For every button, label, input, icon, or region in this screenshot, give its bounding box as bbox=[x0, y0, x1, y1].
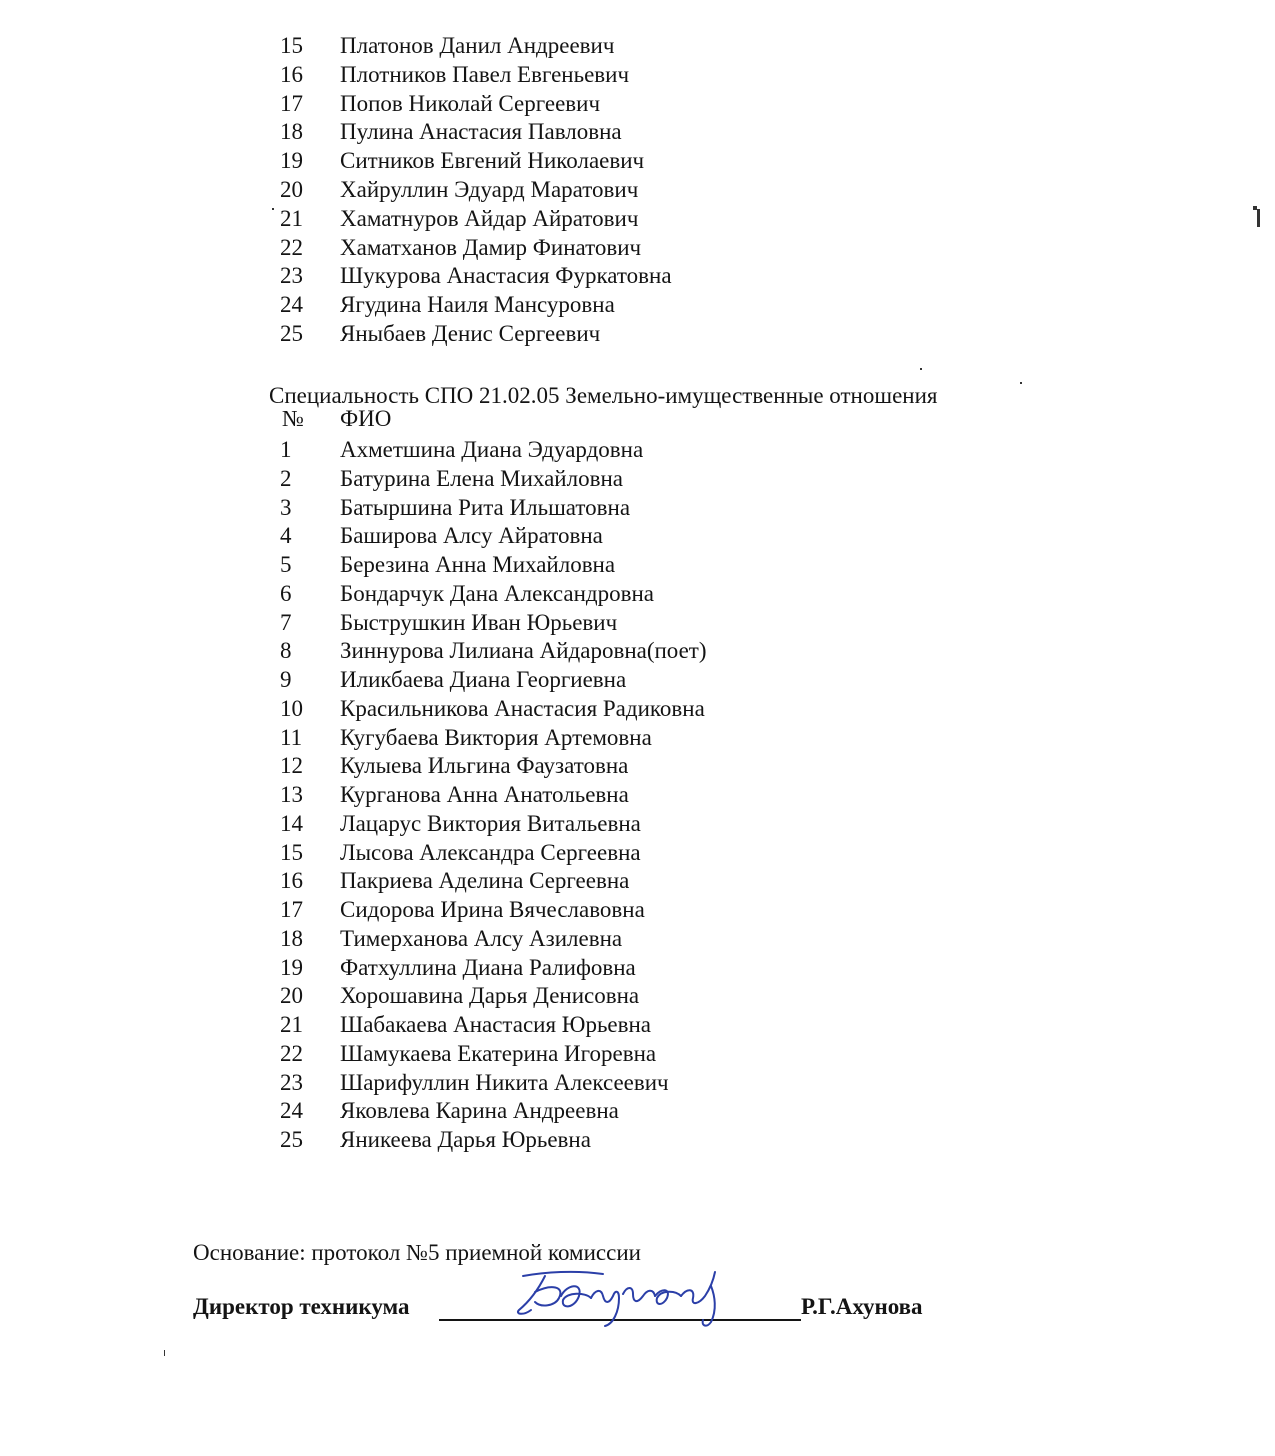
list-item-number: 6 bbox=[280, 580, 292, 606]
list-item-number: 20 bbox=[280, 983, 303, 1009]
scan-speck bbox=[920, 368, 922, 370]
basis-note: Основание: протокол №5 приемной комиссии bbox=[193, 1240, 641, 1265]
list-item-number: 24 bbox=[280, 1098, 303, 1124]
list-item-name: Ягудина Наиля Мансуровна bbox=[340, 292, 615, 318]
list-item-number: 23 bbox=[280, 1069, 303, 1095]
list-item-name: Курганова Анна Анатольевна bbox=[340, 782, 629, 807]
list-item-number: 25 bbox=[280, 1127, 303, 1152]
scan-speck bbox=[1257, 209, 1260, 227]
list-item-number: 16 bbox=[280, 61, 303, 87]
list-item-name: Березина Анна Михайловна bbox=[340, 552, 616, 577]
list-item-number: 19 bbox=[280, 148, 303, 174]
list-item-name: Зиннурова Лилиана Айдаровна(поет) bbox=[340, 638, 707, 664]
list-item-number: 25 bbox=[280, 321, 303, 346]
list-item-name: Иликбаева Диана Георгиевна bbox=[340, 667, 627, 692]
list-item-name: Платонов Данил Андреевич bbox=[340, 33, 615, 58]
list-item-name: Тимерханова Алсу Азилевна bbox=[340, 925, 623, 951]
list-item-name: Хаматнуров Айдар Айратович bbox=[340, 205, 639, 231]
list-item-number: 18 bbox=[280, 119, 303, 145]
list-item-name: Ахметшина Диана Эдуардовна bbox=[340, 437, 644, 462]
list-item-name: Плотников Павел Евгеньевич bbox=[340, 61, 630, 87]
list-item-number: 11 bbox=[280, 724, 303, 750]
list-item-name: Сидорова Ирина Вячеславовна bbox=[340, 897, 645, 922]
list-item-number: 24 bbox=[280, 292, 303, 318]
list-item-name: Кулыева Ильгина Фаузатовна bbox=[340, 753, 629, 779]
list-item-number: 18 bbox=[280, 925, 303, 951]
list-item-name: Яныбаев Денис Сергеевич bbox=[340, 321, 601, 346]
list-item-name: Шабакаева Анастасия Юрьевна bbox=[340, 1012, 652, 1037]
list-item-number: 5 bbox=[280, 552, 292, 577]
list-item-name: Яковлева Карина Андреевна bbox=[340, 1098, 619, 1124]
list-item-name: Хорошавина Дарья Денисовна bbox=[340, 983, 640, 1009]
list-item-name: Бондарчук Дана Александровна bbox=[340, 580, 654, 606]
list-item-number: 9 bbox=[280, 667, 292, 692]
scan-speck bbox=[1020, 382, 1022, 384]
list-item-number: 23 bbox=[280, 263, 303, 289]
list-item-number: 17 bbox=[280, 897, 303, 922]
director-name: Р.Г.Ахунова bbox=[801, 1294, 923, 1319]
list-item-number: 13 bbox=[280, 782, 303, 807]
list-item-number: 10 bbox=[280, 695, 303, 721]
list-item-name: Пулина Анастасия Павловна bbox=[340, 119, 622, 145]
list-item-name: Шукурова Анастасия Фуркатовна bbox=[340, 263, 672, 289]
list-item-number: 8 bbox=[280, 638, 292, 664]
list-item-name: Пакриева Аделина Сергеевна bbox=[340, 868, 630, 894]
list-item-number: 22 bbox=[280, 1040, 303, 1066]
list-item-name: Баширова Алсу Айратовна bbox=[340, 523, 603, 549]
list-item-number: 12 bbox=[280, 753, 303, 779]
column-header-number: № bbox=[282, 406, 304, 431]
scan-speck bbox=[272, 208, 274, 210]
list-item-name: Хаматханов Дамир Финатович bbox=[340, 234, 642, 260]
list-item-name: Красильникова Анастасия Радиковна bbox=[340, 695, 705, 721]
list-item-name: Хайруллин Эдуард Маратович bbox=[340, 177, 639, 202]
column-header-name: ФИО bbox=[340, 406, 392, 431]
list-item-number: 15 bbox=[280, 839, 303, 865]
list-item-name: Быструшкин Иван Юрьевич bbox=[340, 609, 618, 635]
list-item-number: 19 bbox=[280, 954, 303, 980]
director-label: Директор техникума bbox=[193, 1294, 410, 1319]
list-item-name: Батурина Елена Михайловна bbox=[340, 465, 623, 491]
list-item-number: 21 bbox=[280, 205, 303, 231]
list-item-name: Попов Николай Сергеевич bbox=[340, 90, 601, 116]
list-item-number: 16 bbox=[280, 868, 303, 894]
list-item-number: 15 bbox=[280, 33, 303, 58]
list-item-number: 3 bbox=[280, 494, 292, 520]
list-item-number: 1 bbox=[280, 437, 292, 462]
specialty-heading: Специальность СПО 21.02.05 Земельно-имущественные отношения bbox=[269, 383, 938, 408]
list-item-name: Фатхуллина Диана Ралифовна bbox=[340, 954, 636, 980]
list-item-name: Шарифуллин Никита Алексеевич bbox=[340, 1069, 669, 1095]
list-item-name: Лацарус Виктория Витальевна bbox=[340, 810, 641, 836]
list-item-number: 2 bbox=[280, 465, 292, 491]
handwritten-signature bbox=[505, 1262, 745, 1332]
list-item-number: 22 bbox=[280, 234, 303, 260]
list-item-number: 7 bbox=[280, 609, 292, 635]
list-item-number: 20 bbox=[280, 177, 303, 202]
scan-speck bbox=[164, 1350, 165, 1356]
list-item-number: 21 bbox=[280, 1012, 303, 1037]
list-item-number: 14 bbox=[280, 810, 303, 836]
list-item-number: 4 bbox=[280, 523, 292, 549]
list-item-name: Ситников Евгений Николаевич bbox=[340, 148, 645, 174]
list-item-number: 17 bbox=[280, 90, 303, 116]
list-item-name: Батыршина Рита Ильшатовна bbox=[340, 494, 631, 520]
list-item-name: Кугубаева Виктория Артемовна bbox=[340, 724, 652, 750]
list-item-name: Шамукаева Екатерина Игоревна bbox=[340, 1040, 657, 1066]
list-item-name: Яникеева Дарья Юрьевна bbox=[340, 1127, 591, 1152]
list-item-name: Лысова Александра Сергеевна bbox=[340, 839, 641, 865]
